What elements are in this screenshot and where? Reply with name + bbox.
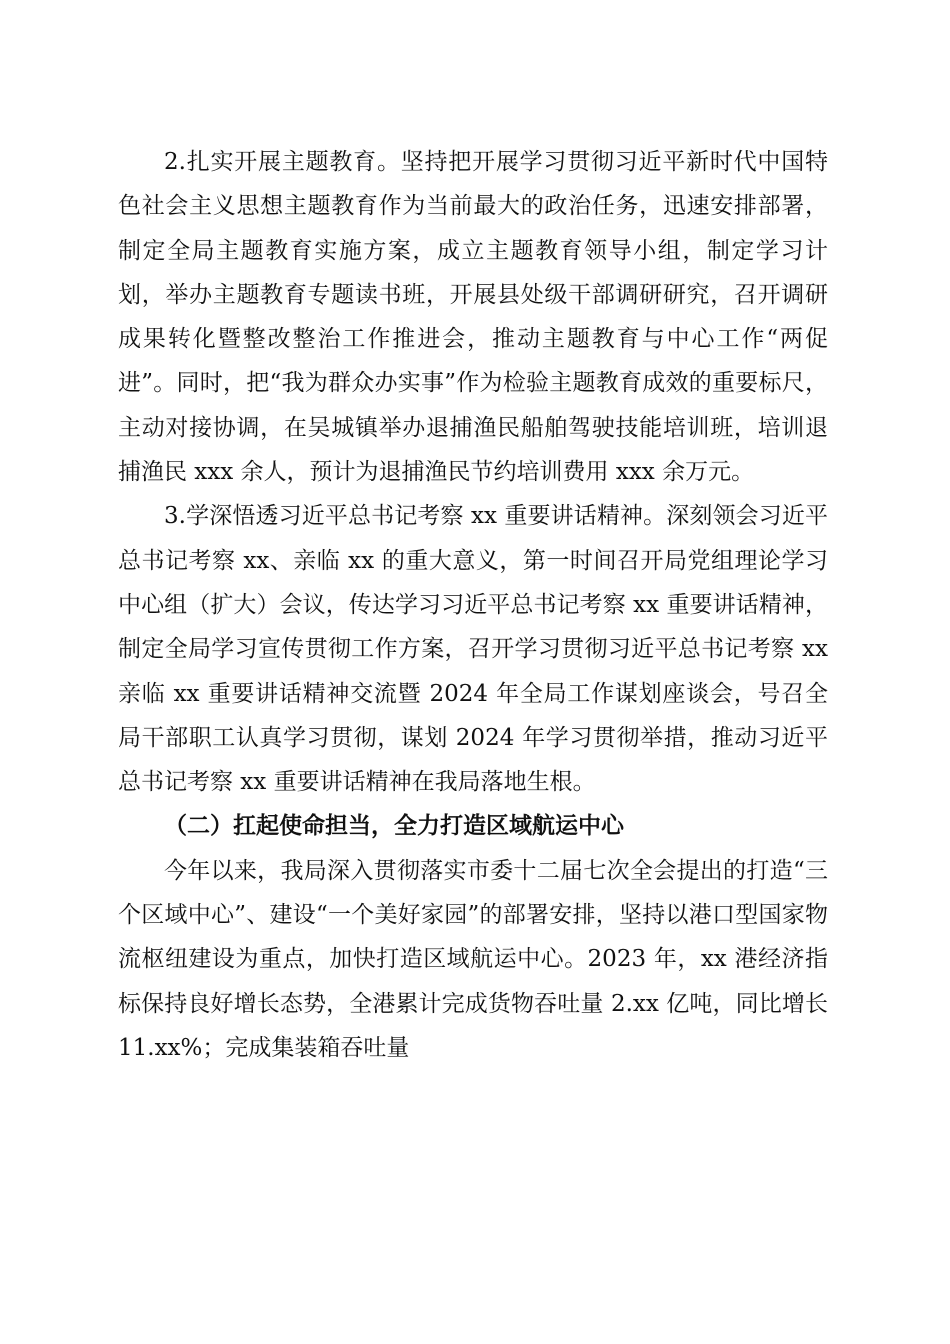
paragraph-speech-spirit: 3.学深悟透习近平总书记考察 xx 重要讲话精神。深刻领会习近平总书记考察 xx、亲临 xx 的重大意义，第一时间召开局党组理论学习中心组（扩大）会议，传达学习习近平总书记考察 xx 重要讲话精神，制定全局学习宣传贯彻工作方案，召开学习贯彻习近平总书记考察 xx 亲临 xx 重要讲话精神交流暨 2024 年全局工作谋划座谈会，号召全局干部职工认真学习贯彻，谋划 2024 年学习贯彻举措，推动习近平总书记考察 xx 重要讲话精神在我局落地生根。 — [118, 503, 828, 796]
paragraph-shipping-center: 今年以来，我局深入贯彻落实市委十二届七次全会提出的打造“三个区域中心”、建设“一个美好家园”的部署安排，坚持以港口型国家物流枢纽建设为重点，加快打造区域航运中心。2023 年，xx 港经济指标保持良好增长态势，全港累计完成货物吞吐量 2.xx 亿吨，同比增长 11.xx%；完成集装箱吞吐量 — [118, 857, 828, 1061]
section-heading: （二）扛起使命担当，全力打造区域航运中心 — [164, 812, 624, 840]
document-body — [118, 140, 828, 1070]
paragraph-theme-education: 2.扎实开展主题教育。坚持把开展学习贯彻习近平新时代中国特色社会主义思想主题教育作为当前最大的政治任务，迅速安排部署，制定全局主题教育实施方案，成立主题教育领导小组，制定学习计划，举办主题教育专题读书班，开展县处级干部调研研究，召开调研成果转化暨整改整治工作推进会，推动主题教育与中心工作“两促进”。同时，把“我为群众办实事”作为检验主题教育成效的重要标尺，主动对接协调，在吴城镇举办退捕渔民船舶驾驶技能培训班，培训退捕渔民 xxx 余人，预计为退捕渔民节约培训费用 xxx 余万元。 — [118, 149, 828, 486]
